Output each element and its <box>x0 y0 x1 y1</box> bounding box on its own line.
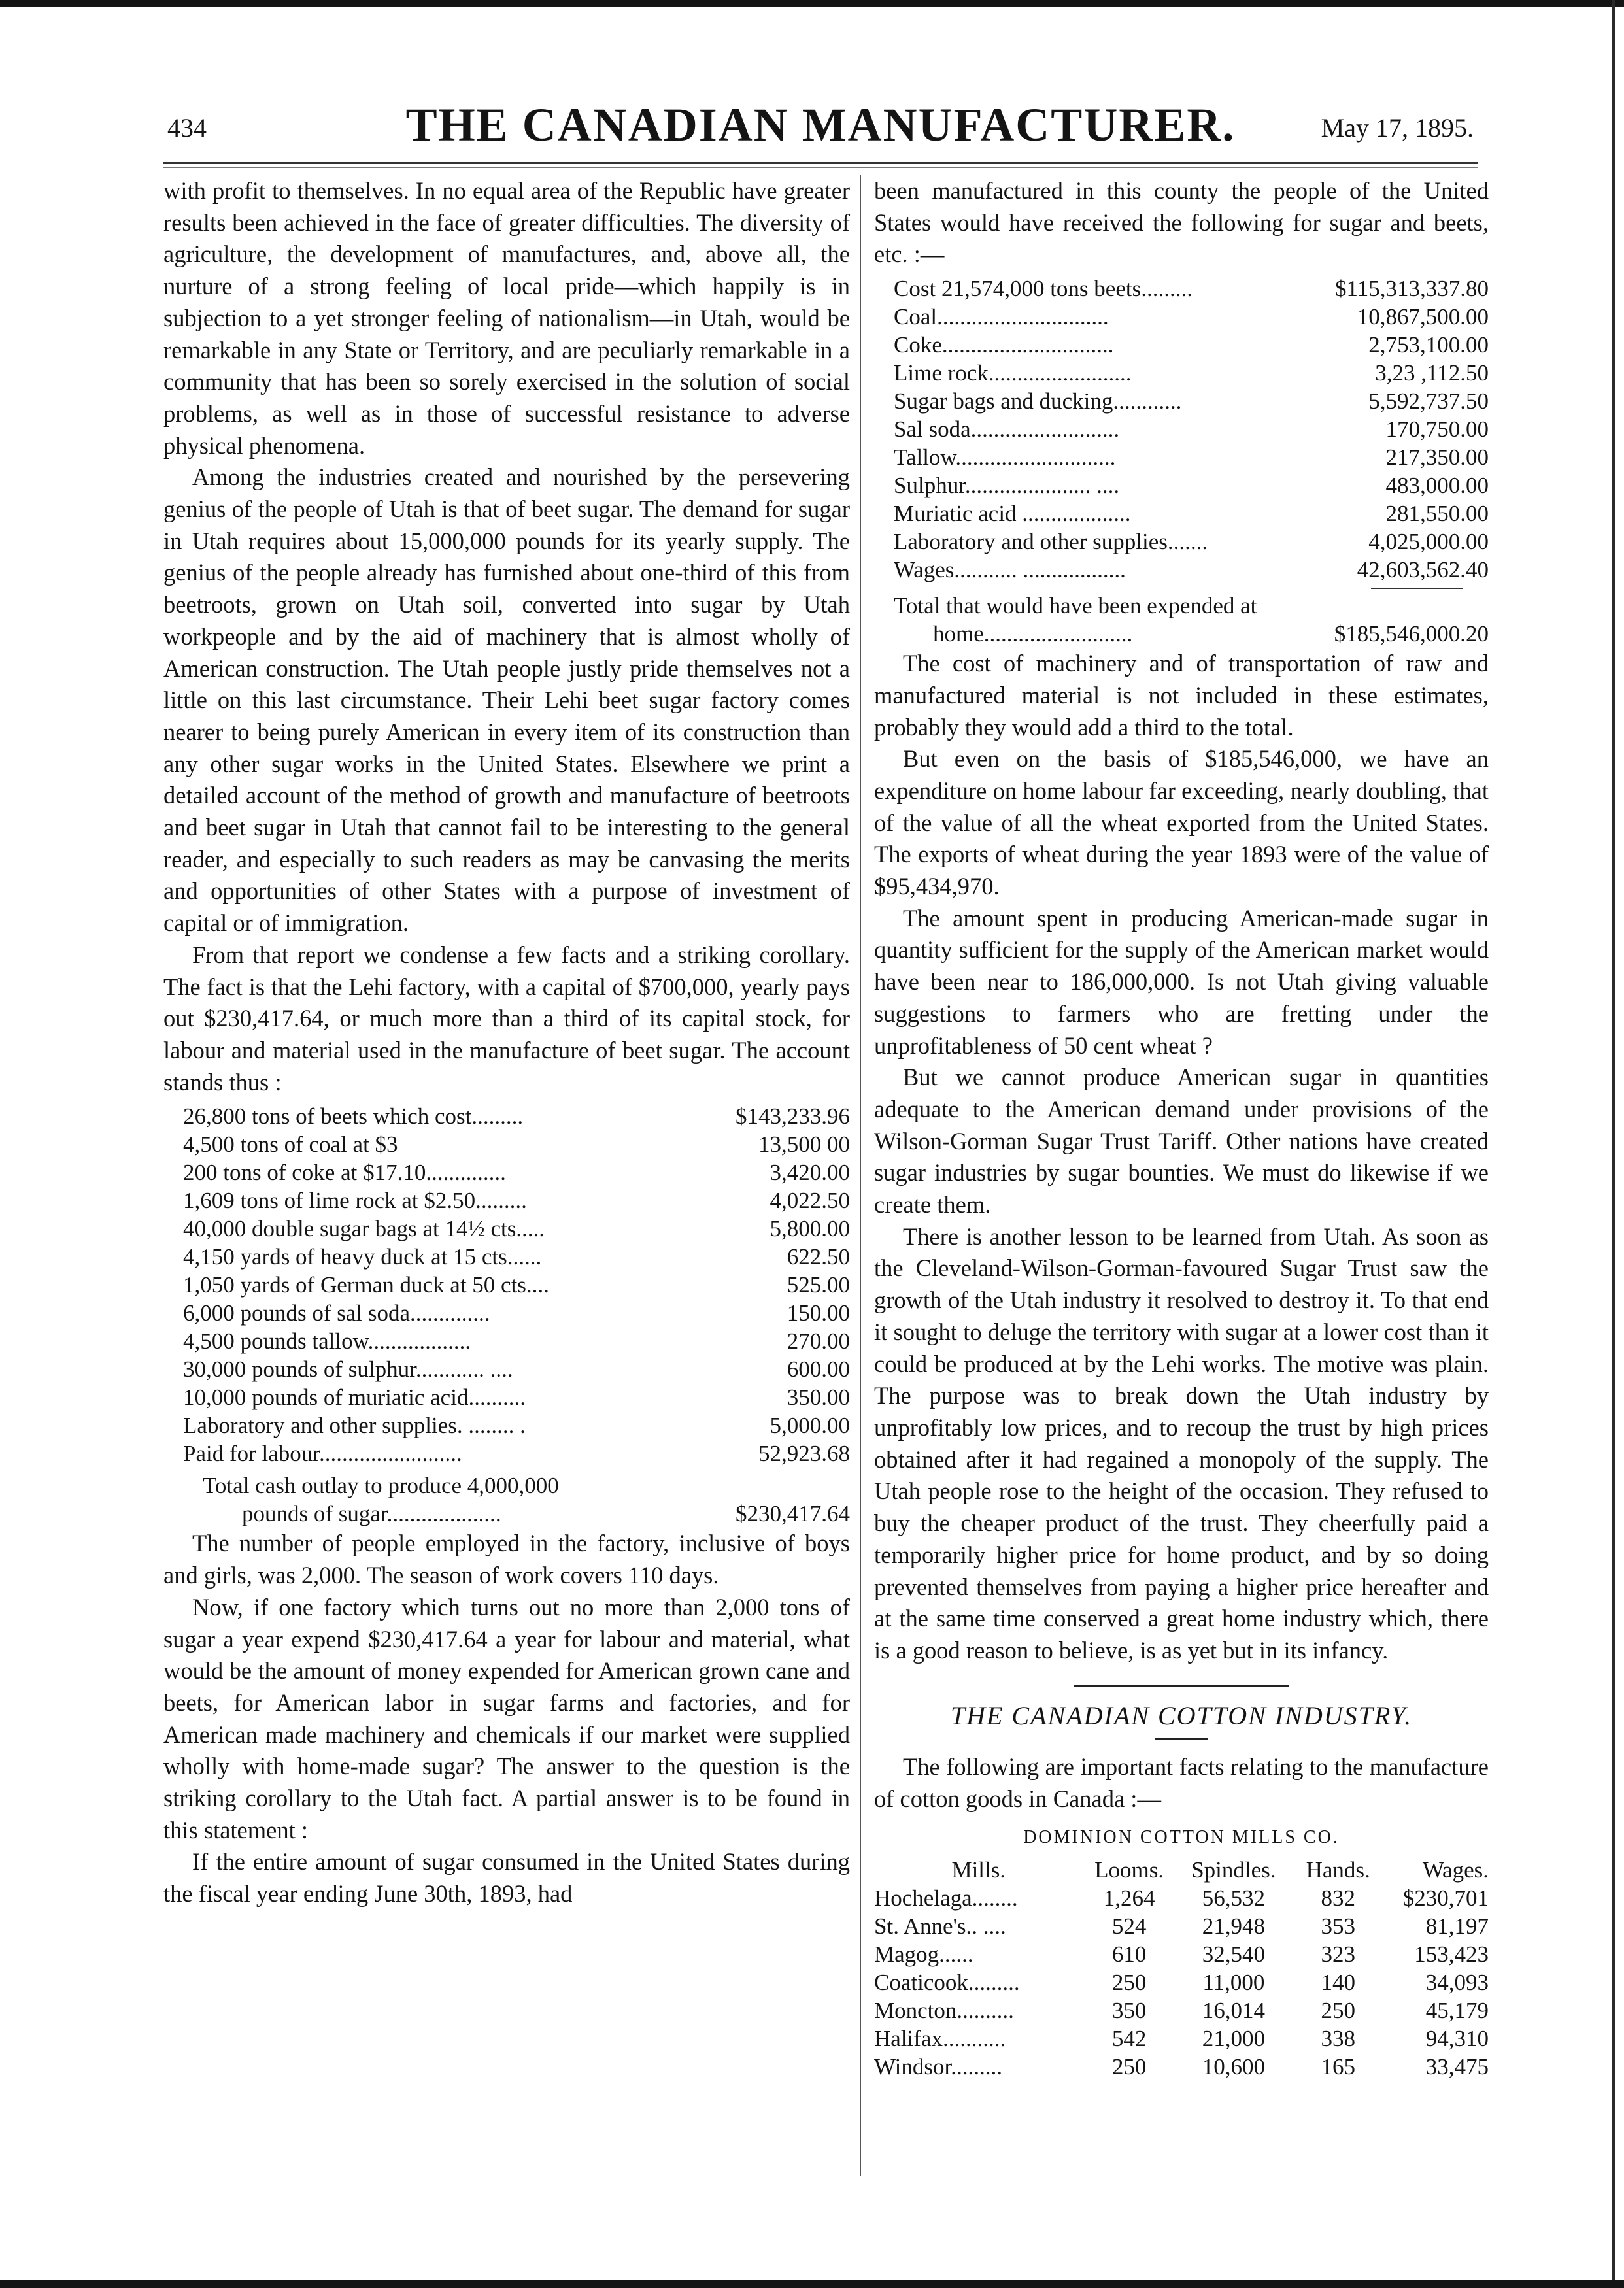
cost-row <box>894 499 1489 528</box>
page-border-right <box>1612 0 1615 2288</box>
right-column <box>874 175 1489 2081</box>
paragraph: From that report we condense a few facts and a striking corollary. The fact is that the Lehi factory, with a capital of $700,000, yearly pays out $230,417.64, or much more than a third of its capital stock, for labour and material used in the manufacture of beet sugar. The account stands thus : <box>163 941 850 1096</box>
mill-looms: 524 <box>1111 1913 1147 1940</box>
cost-value: 600.00 <box>787 1356 850 1383</box>
paragraph: The amount spent in producing American-made sugar in quantity sufficient for the supply of the American market would have been near to 186,000,000. Is not Utah giving valuable suggestions to farmers who are fretting under the unprofitableness of 50 cent wheat ? <box>874 904 1489 1059</box>
mill-row <box>874 1940 1489 1968</box>
cost-value: 150.00 <box>787 1300 850 1326</box>
cost-item: 1,609 tons of lime rock at $2.50......... <box>183 1188 527 1214</box>
page-border-bottom <box>0 2280 1624 2288</box>
cost-row <box>894 331 1489 359</box>
cost-row <box>183 1383 850 1411</box>
mill-hands: 832 <box>1321 1885 1355 1911</box>
cost-value: 270.00 <box>787 1328 850 1354</box>
mill-row <box>874 1884 1489 1912</box>
mill-spindles: 11,000 <box>1202 1970 1265 1996</box>
cost-row <box>894 303 1489 331</box>
issue-date: May 17, 1895. <box>1321 113 1474 143</box>
cost-row <box>183 1299 850 1327</box>
cost-item: Laboratory and other supplies. ........ . <box>183 1413 526 1439</box>
mill-name: Moncton.......... <box>874 1998 1014 2024</box>
total-value: $230,417.64 <box>736 1501 850 1527</box>
cost-value: $143,233.96 <box>736 1103 850 1130</box>
cost-item: 10,000 pounds of muriatic acid.......... <box>183 1385 526 1411</box>
cost-value: 42,603,562.40 <box>1357 557 1489 583</box>
mill-looms: 250 <box>1111 1970 1147 1996</box>
us-total <box>894 592 1489 648</box>
cost-row <box>183 1130 850 1158</box>
cost-row <box>894 275 1489 303</box>
cost-row <box>183 1271 850 1299</box>
paragraph: The following are important facts relating to the manufacture of cotton goods in Canada :— <box>874 1753 1489 1813</box>
cost-row <box>894 471 1489 499</box>
mill-looms: 542 <box>1111 2026 1147 2052</box>
us-cost-table <box>894 275 1489 584</box>
mill-row <box>874 2025 1489 2053</box>
cost-row <box>894 359 1489 387</box>
cost-value: 281,550.00 <box>1385 501 1489 527</box>
cost-row <box>183 1411 850 1439</box>
mill-spindles: 56,532 <box>1202 1885 1266 1911</box>
cost-row <box>894 556 1489 584</box>
mill-hands: 165 <box>1321 2054 1355 2080</box>
paragraph: The cost of machinery and of transportation of raw and manufactured material is not included in these estimates, probably they would add a third to the total. <box>874 650 1489 741</box>
cost-item: Lime rock......................... <box>894 360 1132 386</box>
sum-rule <box>1371 588 1463 589</box>
cost-row <box>183 1158 850 1186</box>
cost-item: 200 tons of coke at $17.10.............. <box>183 1160 506 1186</box>
mill-wages: 45,179 <box>1425 1998 1489 2024</box>
cost-item: Wages........... .................. <box>894 557 1126 583</box>
mill-spindles: 32,540 <box>1202 1942 1266 1968</box>
cost-row <box>183 1215 850 1243</box>
mill-wages: 153,423 <box>1414 1942 1489 1968</box>
cost-value: 217,350.00 <box>1385 445 1489 471</box>
cost-row <box>183 1327 850 1355</box>
cost-row <box>183 1439 850 1468</box>
page-border-top <box>0 0 1624 7</box>
mill-looms: 610 <box>1111 1942 1147 1968</box>
cost-item: 1,050 yards of German duck at 50 cts.... <box>183 1272 549 1298</box>
cost-item: Coke.............................. <box>894 332 1114 358</box>
cost-item: 26,800 tons of beets which cost......... <box>183 1103 524 1130</box>
total-label-cont: pounds of sugar.................... <box>242 1501 501 1527</box>
col-header-wages: Wages. <box>1422 1857 1489 1883</box>
mill-hands: 140 <box>1321 1970 1355 1996</box>
mill-name: Halifax........... <box>874 2026 1006 2052</box>
cost-item: 4,500 tons of coal at $3 <box>183 1132 398 1158</box>
cost-value: 5,592,737.50 <box>1368 388 1489 414</box>
paragraph: The number of people employed in the factory, inclusive of boys and girls, was 2,000. The season of work covers 110 days. <box>163 1530 850 1589</box>
mill-hands: 323 <box>1321 1942 1355 1968</box>
cost-value: 10,867,500.00 <box>1357 304 1489 330</box>
cost-value: 3,420.00 <box>770 1160 850 1186</box>
col-header-spindles: Spindles. <box>1191 1857 1276 1883</box>
section-rule <box>1074 1685 1289 1687</box>
section-title: THE CANADIAN COTTON INDUSTRY. <box>950 1700 1413 1730</box>
cost-row <box>183 1355 850 1383</box>
cost-value: 5,000.00 <box>770 1413 850 1439</box>
paragraph: with profit to themselves. In no equal area of the Republic have greater results been achieved in the face of greater difficulties. The diversity of agriculture, the development of manufactures, and, above all, the nurture of a strong feeling of local pride—which happily is in subjection to a yet stronger feeling of nationalism—in Utah, would be remarkable in any State or Territory, and are peculiarly remarkable in a community that has been so sorely exercised in the solution of social problems, as well as in those of successful resistance to adverse physical phenomena. <box>163 177 850 459</box>
cost-value: 52,923.68 <box>758 1441 850 1467</box>
cost-row <box>894 415 1489 443</box>
cost-item: Sugar bags and ducking............ <box>894 388 1182 414</box>
cost-value: 622.50 <box>787 1244 850 1270</box>
cost-item: Tallow............................ <box>894 445 1116 471</box>
column-divider <box>860 175 861 2176</box>
mill-row <box>874 1968 1489 1996</box>
masthead-title: THE CANADIAN MANUFACTURER. <box>405 99 1236 151</box>
company-name: DOMINION COTTON MILLS CO. <box>1023 1826 1340 1847</box>
mill-spindles: 16,014 <box>1202 1998 1266 2024</box>
cost-value: 4,022.50 <box>770 1188 850 1214</box>
col-header-mills: Mills. <box>951 1857 1006 1883</box>
mills-table <box>874 1856 1489 2081</box>
mill-hands: 353 <box>1321 1913 1355 1940</box>
mill-wages: 33,475 <box>1425 2054 1489 2080</box>
left-column <box>163 175 850 1910</box>
mill-wages: $230,701 <box>1402 1885 1489 1911</box>
mill-looms: 1,264 <box>1103 1885 1155 1911</box>
mill-spindles: 21,948 <box>1202 1913 1266 1940</box>
paragraph: But we cannot produce American sugar in quantities adequate to the American demand under provisions of the Wilson-Gorman Sugar Trust Tariff. Other nations have created sugar industries by sugar bounties. We must do likewise if we create them. <box>874 1064 1489 1219</box>
header-rule <box>163 162 1478 164</box>
mill-hands: 338 <box>1321 2026 1355 2052</box>
cost-value: 13,500 00 <box>758 1132 850 1158</box>
cost-value: 2,753,100.00 <box>1368 332 1489 358</box>
paragraph: Now, if one factory which turns out no more than 2,000 tons of sugar a year expend $230,417.64 a year for labour and material, what would be the amount of money expended for American grown cane and beets, for American labor in sugar farms and factories, and for American made machinery and chemicals if our market were supplied wholly with home-made sugar? The answer to the question is the striking corollary to the Utah fact. A partial answer is to be found in this statement : <box>163 1593 850 1843</box>
lehi-cost-table <box>183 1102 850 1468</box>
mill-hands: 250 <box>1321 1998 1355 2024</box>
cost-row <box>183 1243 850 1271</box>
mill-row <box>874 2053 1489 2081</box>
mill-wages: 81,197 <box>1425 1913 1489 1940</box>
cost-value: 4,025,000.00 <box>1368 529 1489 555</box>
mill-looms: 250 <box>1111 2054 1147 2080</box>
paragraph: been manufactured in this county the people of the United States would have received the following for sugar and beets, etc. :— <box>874 177 1489 268</box>
cost-item: 40,000 double sugar bags at 14½ cts..... <box>183 1216 545 1242</box>
mill-wages: 94,310 <box>1425 2026 1489 2052</box>
total-label: Total that would have been expended at <box>894 593 1257 619</box>
total-label: Total cash outlay to produce 4,000,000 <box>203 1473 559 1499</box>
mill-name: Hochelaga........ <box>874 1885 1018 1911</box>
cost-item: 6,000 pounds of sal soda.............. <box>183 1300 490 1326</box>
page-header <box>163 98 1478 157</box>
cost-item: Laboratory and other supplies....... <box>894 529 1208 555</box>
mill-name: Coaticook......... <box>874 1970 1020 1996</box>
cost-item: Paid for labour......................... <box>183 1441 462 1467</box>
cost-item: 30,000 pounds of sulphur............ .... <box>183 1356 513 1383</box>
col-header-hands: Hands. <box>1306 1857 1370 1883</box>
mill-wages: 34,093 <box>1425 1970 1489 1996</box>
col-header-looms: Looms. <box>1094 1857 1164 1883</box>
cost-item: Coal.............................. <box>894 304 1109 330</box>
mill-name: Windsor......... <box>874 2054 1002 2080</box>
mill-row <box>874 1996 1489 2025</box>
cost-item: 4,500 pounds tallow.................. <box>183 1328 471 1354</box>
cost-value: 5,800.00 <box>770 1216 850 1242</box>
mill-name: St. Anne's.. .... <box>874 1913 1006 1940</box>
cost-row <box>894 528 1489 556</box>
paragraph: But even on the basis of $185,546,000, we have an expenditure on home labour far exceeding, nearly doubling, that of the value of all the wheat exported from the United States. The exports of wheat during the year 1893 were of the value of $95,434,970. <box>874 745 1489 900</box>
paragraph: There is another lesson to be learned from Utah. As soon as the Cleveland-Wilson-Gorman-favoured Sugar Trust saw the growth of the Utah industry it resolved to destroy it. To that end it sought to deluge the territory with sugar at a lower cost than it could be produced at by the Lehi works. The motive was plain. The purpose was to break down the Utah industry by unprofitably low prices, and to recoup the trust by high prices obtained after it had regained a monopoly of the supply. The Utah people rose to the height of the occasion. They refused to buy the cheaper product of the trust. They cheerfully paid a temporarily higher price for home product, and by so doing prevented themselves from paying a higher price hereafter and at the same time conserved a great home industry which, there is a good reason to believe, is as yet but in its infancy. <box>874 1222 1489 1664</box>
mill-looms: 350 <box>1111 1998 1147 2024</box>
mill-row <box>874 1912 1489 1940</box>
mills-header-row <box>874 1856 1489 1884</box>
cost-item: Muriatic acid ................... <box>894 501 1131 527</box>
cost-value: 350.00 <box>787 1385 850 1411</box>
cost-value: $115,313,337.80 <box>1335 276 1489 302</box>
mill-name: Magog...... <box>874 1942 973 1968</box>
cost-row <box>183 1102 850 1130</box>
total-value: $185,546,000.20 <box>1334 621 1489 647</box>
total-label-cont: home.......................... <box>933 621 1133 647</box>
paragraph: If the entire amount of sugar consumed in the United States during the fiscal year ending June 30th, 1893, had <box>163 1848 850 1908</box>
cost-item: Sulphur...................... .... <box>894 473 1120 499</box>
cost-row <box>894 387 1489 415</box>
cost-row <box>894 443 1489 471</box>
header-rule-thin <box>163 167 1478 168</box>
mill-spindles: 21,000 <box>1202 2026 1266 2052</box>
cost-value: 170,750.00 <box>1385 416 1489 443</box>
cost-value: 525.00 <box>787 1272 850 1298</box>
cost-item: Cost 21,574,000 tons beets......... <box>894 276 1193 302</box>
page-number: 434 <box>167 113 207 143</box>
cost-row <box>183 1186 850 1215</box>
cost-value: 3,23 ,112.50 <box>1375 360 1489 386</box>
cost-item: Sal soda.......................... <box>894 416 1120 443</box>
section-rule-small <box>1155 1738 1208 1740</box>
cost-item: 4,150 yards of heavy duck at 15 cts...... <box>183 1244 542 1270</box>
mill-spindles: 10,600 <box>1202 2054 1266 2080</box>
cost-value: 483,000.00 <box>1385 473 1489 499</box>
paragraph: Among the industries created and nourished by the persevering genius of the people of Utah is that of beet sugar. The demand for sugar in Utah requires about 15,000,000 pounds for its yearly supply. The genius of the people already has furnished about one-third of this from beetroots, grown on Utah soil, converted into sugar by Utah workpeople and by the aid of machinery that is almost wholly of American construction. The Utah people justly pride themselves not a little on this last circumstance. Their Lehi beet sugar factory comes nearer to being purely American in every item of its construction than any other sugar works in the United States. Elsewhere we print a detailed account of the method of growth and manufacture of beetroots and beet sugar in Utah that cannot fail to be interesting to the general reader, and especially to such readers as may be canvasing the merits and opportunities of other States with a purpose of investment of capital or of immigration. <box>163 463 850 937</box>
lehi-total <box>203 1472 850 1528</box>
